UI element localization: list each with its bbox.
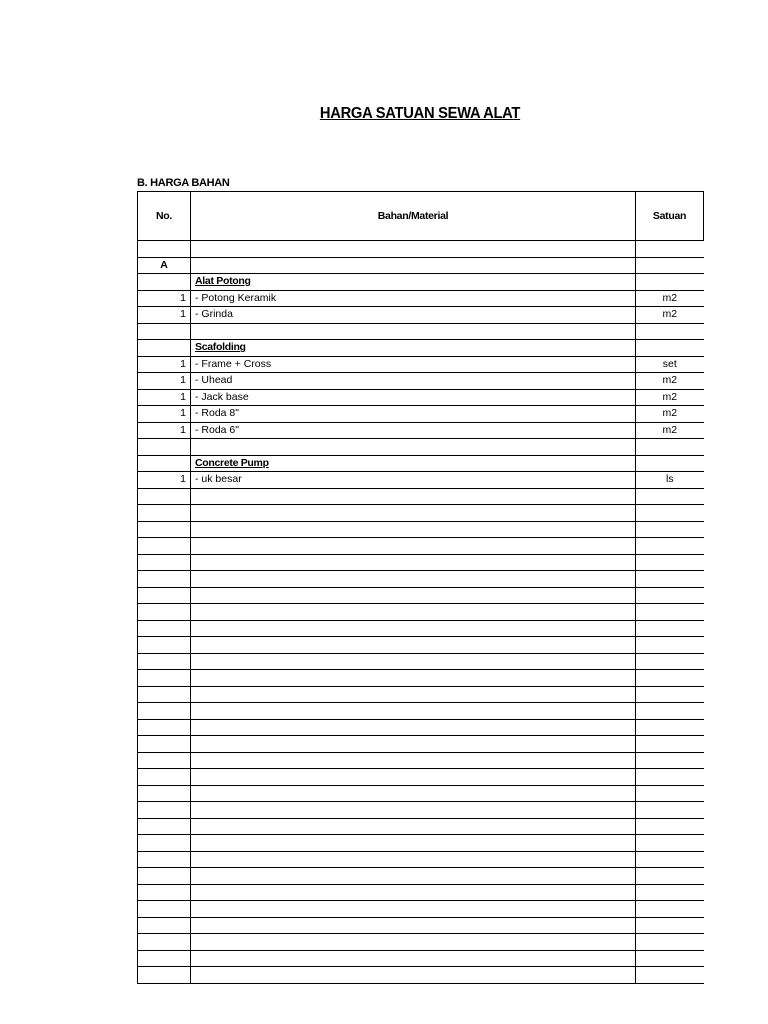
cell-material bbox=[191, 670, 636, 687]
cell-unit: m2 bbox=[636, 389, 704, 406]
cell-no bbox=[138, 521, 191, 538]
cell-no bbox=[138, 571, 191, 588]
cell-group-heading: Concrete Pump bbox=[191, 455, 636, 472]
table-row bbox=[138, 670, 704, 687]
table-row bbox=[138, 389, 704, 406]
cell-material bbox=[191, 934, 636, 951]
cell-material bbox=[191, 769, 636, 786]
table-row bbox=[138, 835, 704, 852]
header-material: Bahan/Material bbox=[191, 192, 636, 241]
cell-unit bbox=[636, 653, 704, 670]
table-row bbox=[138, 604, 704, 621]
table-row bbox=[138, 356, 704, 373]
cell-material bbox=[191, 967, 636, 984]
cell-material bbox=[191, 488, 636, 505]
cell-no bbox=[138, 340, 191, 357]
cell-no: 1 bbox=[138, 290, 191, 307]
cell-unit: m2 bbox=[636, 307, 704, 324]
table-row bbox=[138, 587, 704, 604]
cell-material bbox=[191, 917, 636, 934]
table-row bbox=[138, 653, 704, 670]
cell-no bbox=[138, 455, 191, 472]
material-table bbox=[137, 191, 704, 984]
cell-no bbox=[138, 769, 191, 786]
cell-no bbox=[138, 538, 191, 555]
cell-no bbox=[138, 967, 191, 984]
cell-material: - Potong Keramik bbox=[191, 290, 636, 307]
cell-no bbox=[138, 752, 191, 769]
cell-no bbox=[138, 439, 191, 456]
cell-unit: m2 bbox=[636, 290, 704, 307]
cell-material bbox=[191, 521, 636, 538]
table-row bbox=[138, 455, 704, 472]
cell-material bbox=[191, 785, 636, 802]
cell-unit bbox=[636, 604, 704, 621]
cell-material bbox=[191, 752, 636, 769]
cell-no bbox=[138, 835, 191, 852]
cell-unit bbox=[636, 868, 704, 885]
cell-unit bbox=[636, 719, 704, 736]
cell-material bbox=[191, 686, 636, 703]
table-row bbox=[138, 967, 704, 984]
cell-unit bbox=[636, 802, 704, 819]
table-row bbox=[138, 950, 704, 967]
table-row bbox=[138, 439, 704, 456]
header-no: No. bbox=[138, 192, 191, 241]
cell-unit: set bbox=[636, 356, 704, 373]
cell-material: - Jack base bbox=[191, 389, 636, 406]
cell-no: 1 bbox=[138, 406, 191, 423]
cell-material bbox=[191, 538, 636, 555]
table-row bbox=[138, 719, 704, 736]
cell-no bbox=[138, 274, 191, 291]
cell-no bbox=[138, 950, 191, 967]
table-row bbox=[138, 785, 704, 802]
cell-no bbox=[138, 719, 191, 736]
cell-no bbox=[138, 637, 191, 654]
cell-unit bbox=[636, 703, 704, 720]
cell-unit bbox=[636, 274, 704, 291]
cell-unit: m2 bbox=[636, 373, 704, 390]
cell-unit bbox=[636, 752, 704, 769]
cell-material bbox=[191, 901, 636, 918]
cell-no bbox=[138, 620, 191, 637]
table-row bbox=[138, 422, 704, 439]
cell-material bbox=[191, 587, 636, 604]
table-row bbox=[138, 257, 704, 274]
table-row bbox=[138, 472, 704, 489]
cell-unit bbox=[636, 818, 704, 835]
cell-material bbox=[191, 835, 636, 852]
cell-unit bbox=[636, 901, 704, 918]
table-row bbox=[138, 884, 704, 901]
cell-material bbox=[191, 620, 636, 637]
cell-unit bbox=[636, 587, 704, 604]
cell-material bbox=[191, 653, 636, 670]
cell-unit bbox=[636, 769, 704, 786]
cell-no: 1 bbox=[138, 356, 191, 373]
cell-group-heading: Alat Potong bbox=[191, 274, 636, 291]
cell-material bbox=[191, 703, 636, 720]
cell-material bbox=[191, 736, 636, 753]
table-row bbox=[138, 802, 704, 819]
cell-no bbox=[138, 703, 191, 720]
table-row bbox=[138, 323, 704, 340]
table-row bbox=[138, 901, 704, 918]
table-row bbox=[138, 406, 704, 423]
cell-no bbox=[138, 802, 191, 819]
table-row bbox=[138, 752, 704, 769]
cell-no bbox=[138, 505, 191, 522]
cell-material: - uk besar bbox=[191, 472, 636, 489]
cell-material: - Uhead bbox=[191, 373, 636, 390]
cell-no bbox=[138, 587, 191, 604]
table-row bbox=[138, 373, 704, 390]
table-row bbox=[138, 307, 704, 324]
cell-no: 1 bbox=[138, 307, 191, 324]
table-row bbox=[138, 851, 704, 868]
cell-no: 1 bbox=[138, 389, 191, 406]
cell-no: A bbox=[138, 257, 191, 274]
table-row bbox=[138, 686, 704, 703]
cell-material bbox=[191, 802, 636, 819]
cell-no bbox=[138, 604, 191, 621]
table-row bbox=[138, 736, 704, 753]
table-row bbox=[138, 554, 704, 571]
cell-material bbox=[191, 257, 636, 274]
table-row bbox=[138, 769, 704, 786]
cell-material bbox=[191, 637, 636, 654]
cell-material bbox=[191, 439, 636, 456]
cell-material bbox=[191, 868, 636, 885]
cell-no bbox=[138, 554, 191, 571]
cell-no bbox=[138, 901, 191, 918]
cell-unit: m2 bbox=[636, 406, 704, 423]
cell-material: - Roda 6" bbox=[191, 422, 636, 439]
header-unit: Satuan bbox=[636, 192, 704, 241]
cell-unit: m2 bbox=[636, 422, 704, 439]
cell-no bbox=[138, 686, 191, 703]
table-row bbox=[138, 934, 704, 951]
cell-unit bbox=[636, 488, 704, 505]
cell-unit bbox=[636, 686, 704, 703]
cell-group-heading: Scafolding bbox=[191, 340, 636, 357]
cell-unit: ls bbox=[636, 472, 704, 489]
table-row bbox=[138, 637, 704, 654]
table-row bbox=[138, 571, 704, 588]
cell-material: - Frame + Cross bbox=[191, 356, 636, 373]
cell-unit bbox=[636, 934, 704, 951]
table-row bbox=[138, 703, 704, 720]
cell-unit bbox=[636, 835, 704, 852]
cell-material bbox=[191, 571, 636, 588]
table-body bbox=[138, 241, 704, 984]
table-row bbox=[138, 290, 704, 307]
cell-unit bbox=[636, 538, 704, 555]
cell-no bbox=[138, 934, 191, 951]
cell-no bbox=[138, 241, 191, 258]
cell-material bbox=[191, 604, 636, 621]
cell-unit bbox=[636, 554, 704, 571]
cell-material bbox=[191, 505, 636, 522]
cell-no bbox=[138, 323, 191, 340]
cell-material bbox=[191, 719, 636, 736]
cell-material bbox=[191, 818, 636, 835]
cell-material: - Grinda bbox=[191, 307, 636, 324]
cell-unit bbox=[636, 257, 704, 274]
table-row bbox=[138, 868, 704, 885]
table-row bbox=[138, 505, 704, 522]
cell-unit bbox=[636, 521, 704, 538]
page-title: HARGA SATUAN SEWA ALAT bbox=[319, 105, 521, 122]
cell-no: 1 bbox=[138, 422, 191, 439]
table-row bbox=[138, 818, 704, 835]
cell-material bbox=[191, 884, 636, 901]
cell-unit bbox=[636, 439, 704, 456]
cell-material bbox=[191, 323, 636, 340]
cell-unit bbox=[636, 950, 704, 967]
cell-unit bbox=[636, 884, 704, 901]
cell-unit bbox=[636, 340, 704, 357]
cell-unit bbox=[636, 241, 704, 258]
cell-material bbox=[191, 241, 636, 258]
cell-unit bbox=[636, 785, 704, 802]
cell-no bbox=[138, 884, 191, 901]
cell-no bbox=[138, 670, 191, 687]
cell-no bbox=[138, 653, 191, 670]
cell-material bbox=[191, 950, 636, 967]
cell-no: 1 bbox=[138, 373, 191, 390]
cell-unit bbox=[636, 670, 704, 687]
cell-material bbox=[191, 554, 636, 571]
cell-material bbox=[191, 851, 636, 868]
cell-no: 1 bbox=[138, 472, 191, 489]
cell-no bbox=[138, 917, 191, 934]
cell-unit bbox=[636, 571, 704, 588]
section-heading: B. HARGA BAHAN bbox=[137, 177, 230, 189]
table-row bbox=[138, 340, 704, 357]
cell-no bbox=[138, 736, 191, 753]
table-row bbox=[138, 274, 704, 291]
cell-unit bbox=[636, 637, 704, 654]
cell-no bbox=[138, 868, 191, 885]
cell-no bbox=[138, 818, 191, 835]
cell-unit bbox=[636, 967, 704, 984]
cell-unit bbox=[636, 851, 704, 868]
table-row bbox=[138, 521, 704, 538]
cell-unit bbox=[636, 736, 704, 753]
cell-unit bbox=[636, 323, 704, 340]
cell-material: - Roda 8" bbox=[191, 406, 636, 423]
cell-no bbox=[138, 785, 191, 802]
cell-no bbox=[138, 488, 191, 505]
table-header-row bbox=[138, 192, 704, 241]
table-row bbox=[138, 241, 704, 258]
cell-unit bbox=[636, 917, 704, 934]
table-row bbox=[138, 917, 704, 934]
table-row bbox=[138, 488, 704, 505]
cell-unit bbox=[636, 505, 704, 522]
table-row bbox=[138, 620, 704, 637]
cell-unit bbox=[636, 455, 704, 472]
cell-unit bbox=[636, 620, 704, 637]
table-row bbox=[138, 538, 704, 555]
cell-no bbox=[138, 851, 191, 868]
